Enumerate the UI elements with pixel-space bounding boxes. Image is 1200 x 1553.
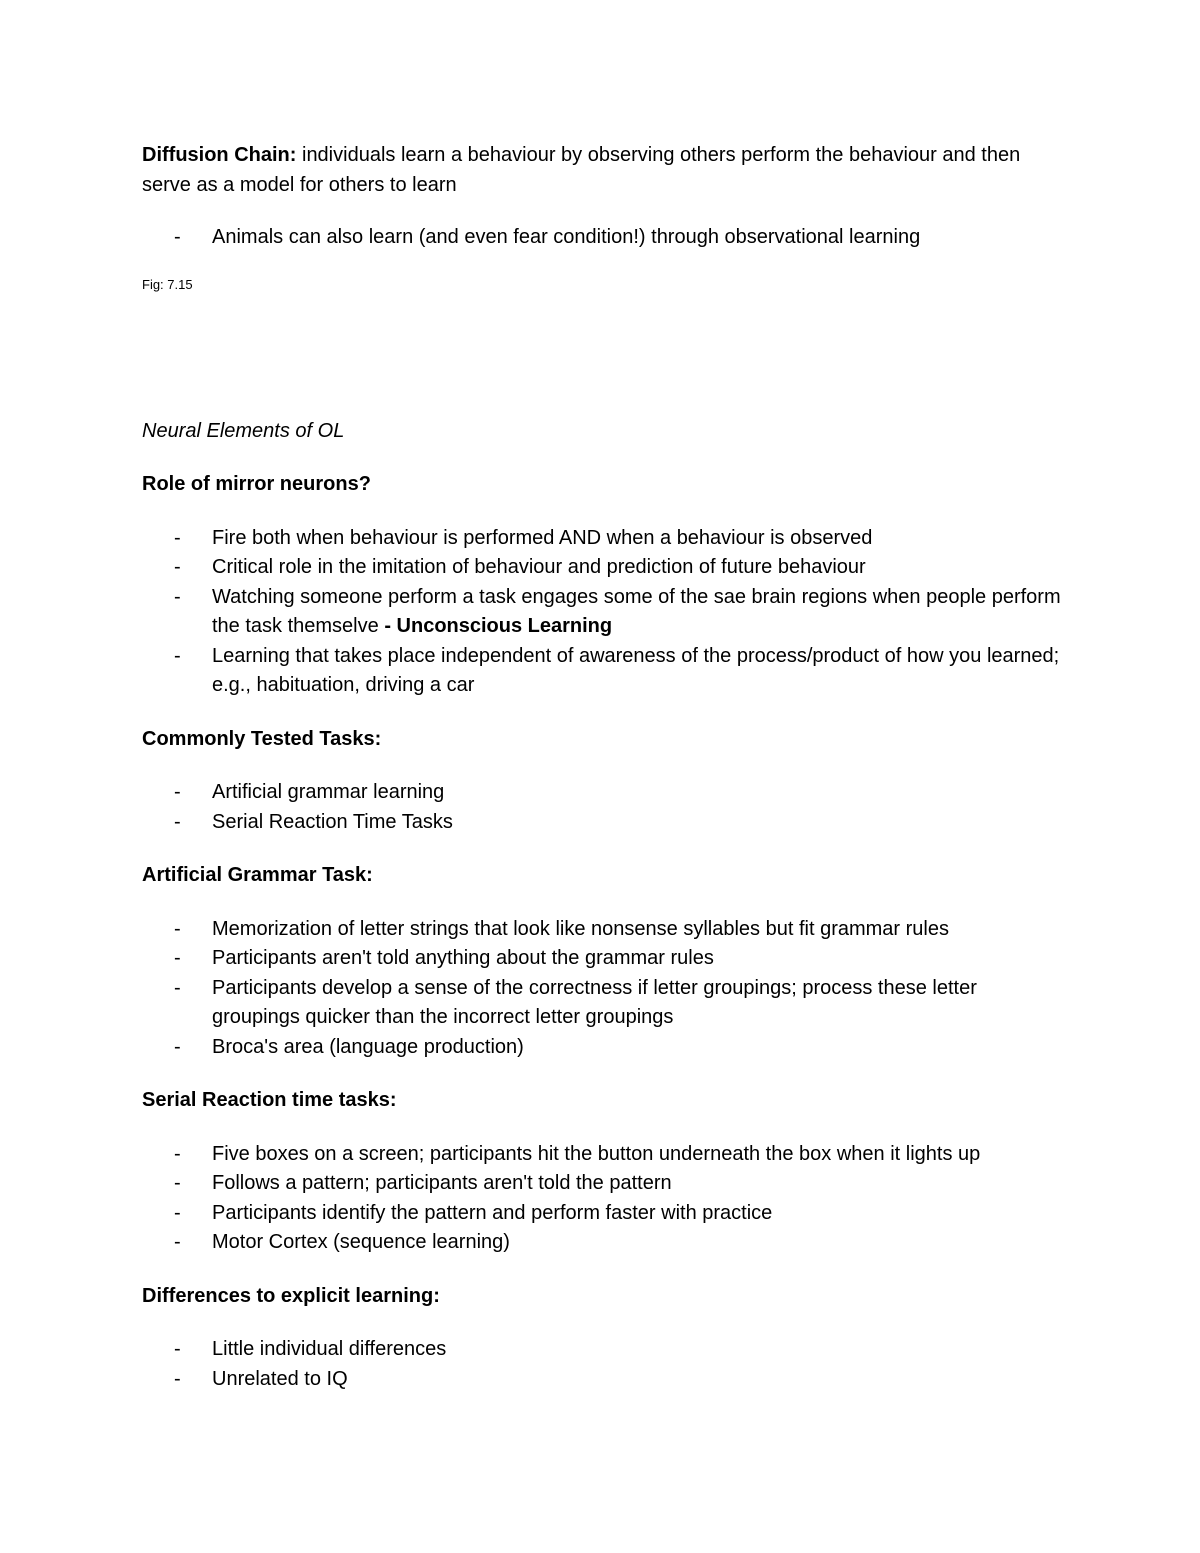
list-item: - Broca's area (language production) (142, 1033, 1062, 1063)
serial-reaction-list (142, 1140, 1062, 1258)
list-item: - Participants aren't told anything about the grammar rules (142, 944, 1062, 974)
list-item (142, 583, 1062, 642)
section-heading-serial-reaction: Serial Reaction time tasks: (142, 1089, 397, 1111)
figure-placeholder (142, 294, 1062, 417)
list-item: - Learning that takes place independent of awareness of the process/product of how you learned; e.g., habituation, driving a car (142, 642, 1062, 701)
mirror-neurons-list (142, 524, 1062, 701)
section-heading-explicit-learning: Differences to explicit learning: (142, 1284, 440, 1307)
list-item-text: Watching someone perform a task engages some of the sae brain regions when people perform the task themselve (212, 585, 1061, 637)
explicit-learning-list (142, 1335, 1062, 1394)
section-heading-neural: Neural Elements of OL (142, 419, 345, 442)
unconscious-learning-label: - Unconscious Learning (384, 615, 613, 637)
artificial-grammar-list (142, 915, 1062, 1063)
figure-reference: Fig: 7.15 (142, 276, 193, 292)
diffusion-definition: individuals learn a behaviour by observing others perform the behaviour and then serve as a model for others to learn (142, 144, 1021, 196)
commonly-tested-list (142, 778, 1062, 837)
list-item: - Serial Reaction Time Tasks (142, 808, 1062, 838)
list-item: - Artificial grammar learning (142, 778, 1062, 808)
document-page (142, 141, 1062, 1394)
diffusion-paragraph (142, 141, 1062, 200)
list-item: - Five boxes on a screen; participants hit the button underneath the box when it lights up (142, 1140, 1062, 1170)
list-item: - Motor Cortex (sequence learning) (142, 1228, 1062, 1258)
list-item: - Critical role in the imitation of behaviour and prediction of future behaviour (142, 553, 1062, 583)
list-item: - Follows a pattern; participants aren't told the pattern (142, 1169, 1062, 1199)
list-item: - Unrelated to IQ (142, 1365, 1062, 1395)
list-item: - Participants develop a sense of the correctness if letter groupings; process these letter groupings quicker than the incorrect letter groupings (142, 974, 1062, 1033)
list-item: - Fire both when behaviour is performed AND when a behaviour is observed (142, 524, 1062, 554)
section-heading-commonly-tested: Commonly Tested Tasks: (142, 727, 382, 750)
list-item: - Little individual differences (142, 1335, 1062, 1365)
section-heading-artificial-grammar: Artificial Grammar Task: (142, 864, 373, 886)
list-item: - Participants identify the pattern and perform faster with practice (142, 1199, 1062, 1229)
diffusion-list (142, 223, 1062, 253)
section-heading-mirror-neurons: Role of mirror neurons? (142, 473, 371, 495)
diffusion-term: Diffusion Chain: (142, 144, 297, 166)
list-item: - Animals can also learn (and even fear condition!) through observational learning (142, 223, 1062, 253)
list-item: - Memorization of letter strings that look like nonsense syllables but fit grammar rules (142, 915, 1062, 945)
